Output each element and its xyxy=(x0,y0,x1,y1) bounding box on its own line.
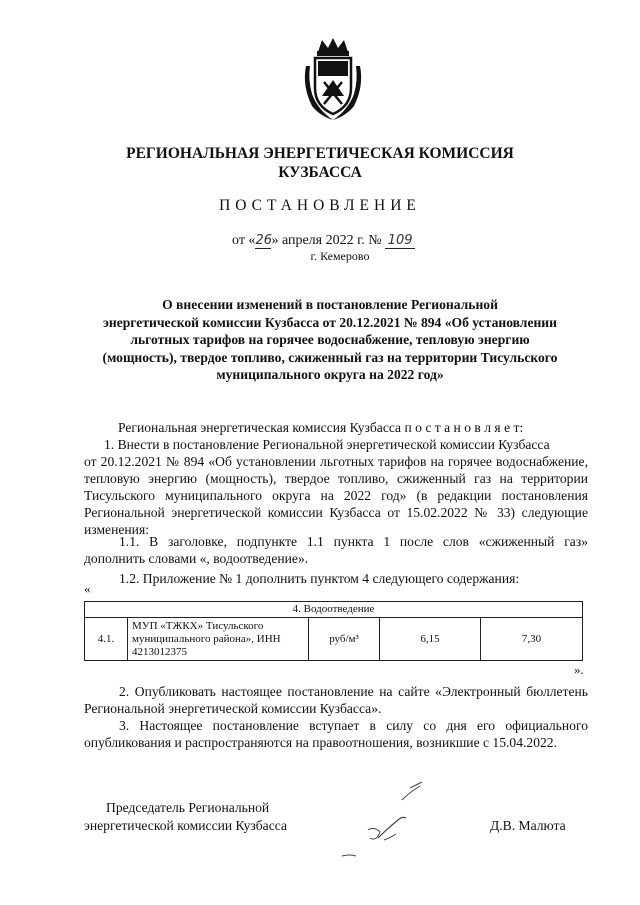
title-line: О внесении изменений в постановление Региональной xyxy=(162,297,498,312)
table-section-header: 4. Водоотведение xyxy=(85,602,583,618)
document-type: ПОСТАНОВЛЕНИЕ xyxy=(219,197,421,214)
position-line1: Председатель Региональной xyxy=(106,800,270,815)
table-section-row xyxy=(85,602,583,618)
handwritten-signature xyxy=(340,780,450,870)
handwritten-number: 109 xyxy=(385,234,415,249)
org-name-line1: РЕГИОНАЛЬНАЯ ЭНЕРГЕТИЧЕСКАЯ КОМИССИЯ xyxy=(126,145,514,162)
city: г. Кемерово xyxy=(310,249,370,263)
org-name-line2: КУЗБАССА xyxy=(278,164,362,181)
paragraph-1-first-line: 1. Внести в постановление Региональной энергетической комиссии Кузбасса xyxy=(104,437,550,452)
signatory-name: Д.В. Малюта xyxy=(490,818,566,833)
signatory-position xyxy=(84,799,287,834)
title-line: энергетической комиссии Кузбасса от 20.12.2021 № 894 «Об установлении xyxy=(103,314,557,330)
title-line: муниципального округа на 2022 год» xyxy=(216,367,444,382)
paragraph-1: от 20.12.2021 № 894 «Об установлении льготных тарифов на горячее водоснабжение, тепловую энергию (мощность), твердое топливо, сжиженный газ на территории Тисульского муниципального округа на 2022 год» (в редакции постановления Региональной энергетической комиссии Кузбасса от 15.02.2022 № 33) следующие изменения: xyxy=(84,454,588,537)
table-cell-value-2: 7,30 xyxy=(481,618,583,661)
table-cell-number: 4.1. xyxy=(85,618,128,661)
appendix-table xyxy=(84,601,583,661)
table-row xyxy=(85,618,583,661)
table-cell-unit: руб/м³ xyxy=(309,618,380,661)
coat-of-arms-icon xyxy=(300,36,366,122)
handwritten-day: 26 xyxy=(255,233,272,248)
close-quote: ». xyxy=(574,662,584,677)
date-line xyxy=(232,233,415,249)
title-line: (мощность), твердое топливо, сжиженный газ на территории Тисульского xyxy=(102,349,558,365)
table-cell-value-1: 6,15 xyxy=(380,618,481,661)
paragraph-3: 3. Настоящее постановление вступает в силу со дня его официального опубликования и распространяются на правоотношения, возникшие с 15.04.2022. xyxy=(84,718,588,750)
paragraph-1-2: 1.2. Приложение № 1 дополнить пунктом 4 следующего содержания: xyxy=(119,571,520,586)
open-quote: « xyxy=(84,581,91,596)
title-line: льготных тарифов на горячее водоснабжение, тепловую энергию xyxy=(130,332,530,347)
document-title xyxy=(80,296,580,384)
intro-paragraph: Региональная энергетическая комиссия Кузбасса п о с т а н о в л я е т: xyxy=(118,420,524,435)
date-prefix: от « xyxy=(232,233,256,248)
paragraph-1-1: 1.1. В заголовке, подпункте 1.1 пункта 1 после слов «сжиженный газ» дополнить словами «, водоотведение». xyxy=(84,534,588,566)
table-cell-organization: МУП «ТЖКХ» Тисульского муниципального района», ИНН 4213012375 xyxy=(128,618,309,661)
position-line2: энергетической комиссии Кузбасса xyxy=(84,817,287,833)
paragraph-2: 2. Опубликовать настоящее постановление на сайте «Электронный бюллетень Региональной энергетической комиссии Кузбасса». xyxy=(84,684,588,716)
date-mid: » апреля 2022 г. № xyxy=(271,233,382,248)
